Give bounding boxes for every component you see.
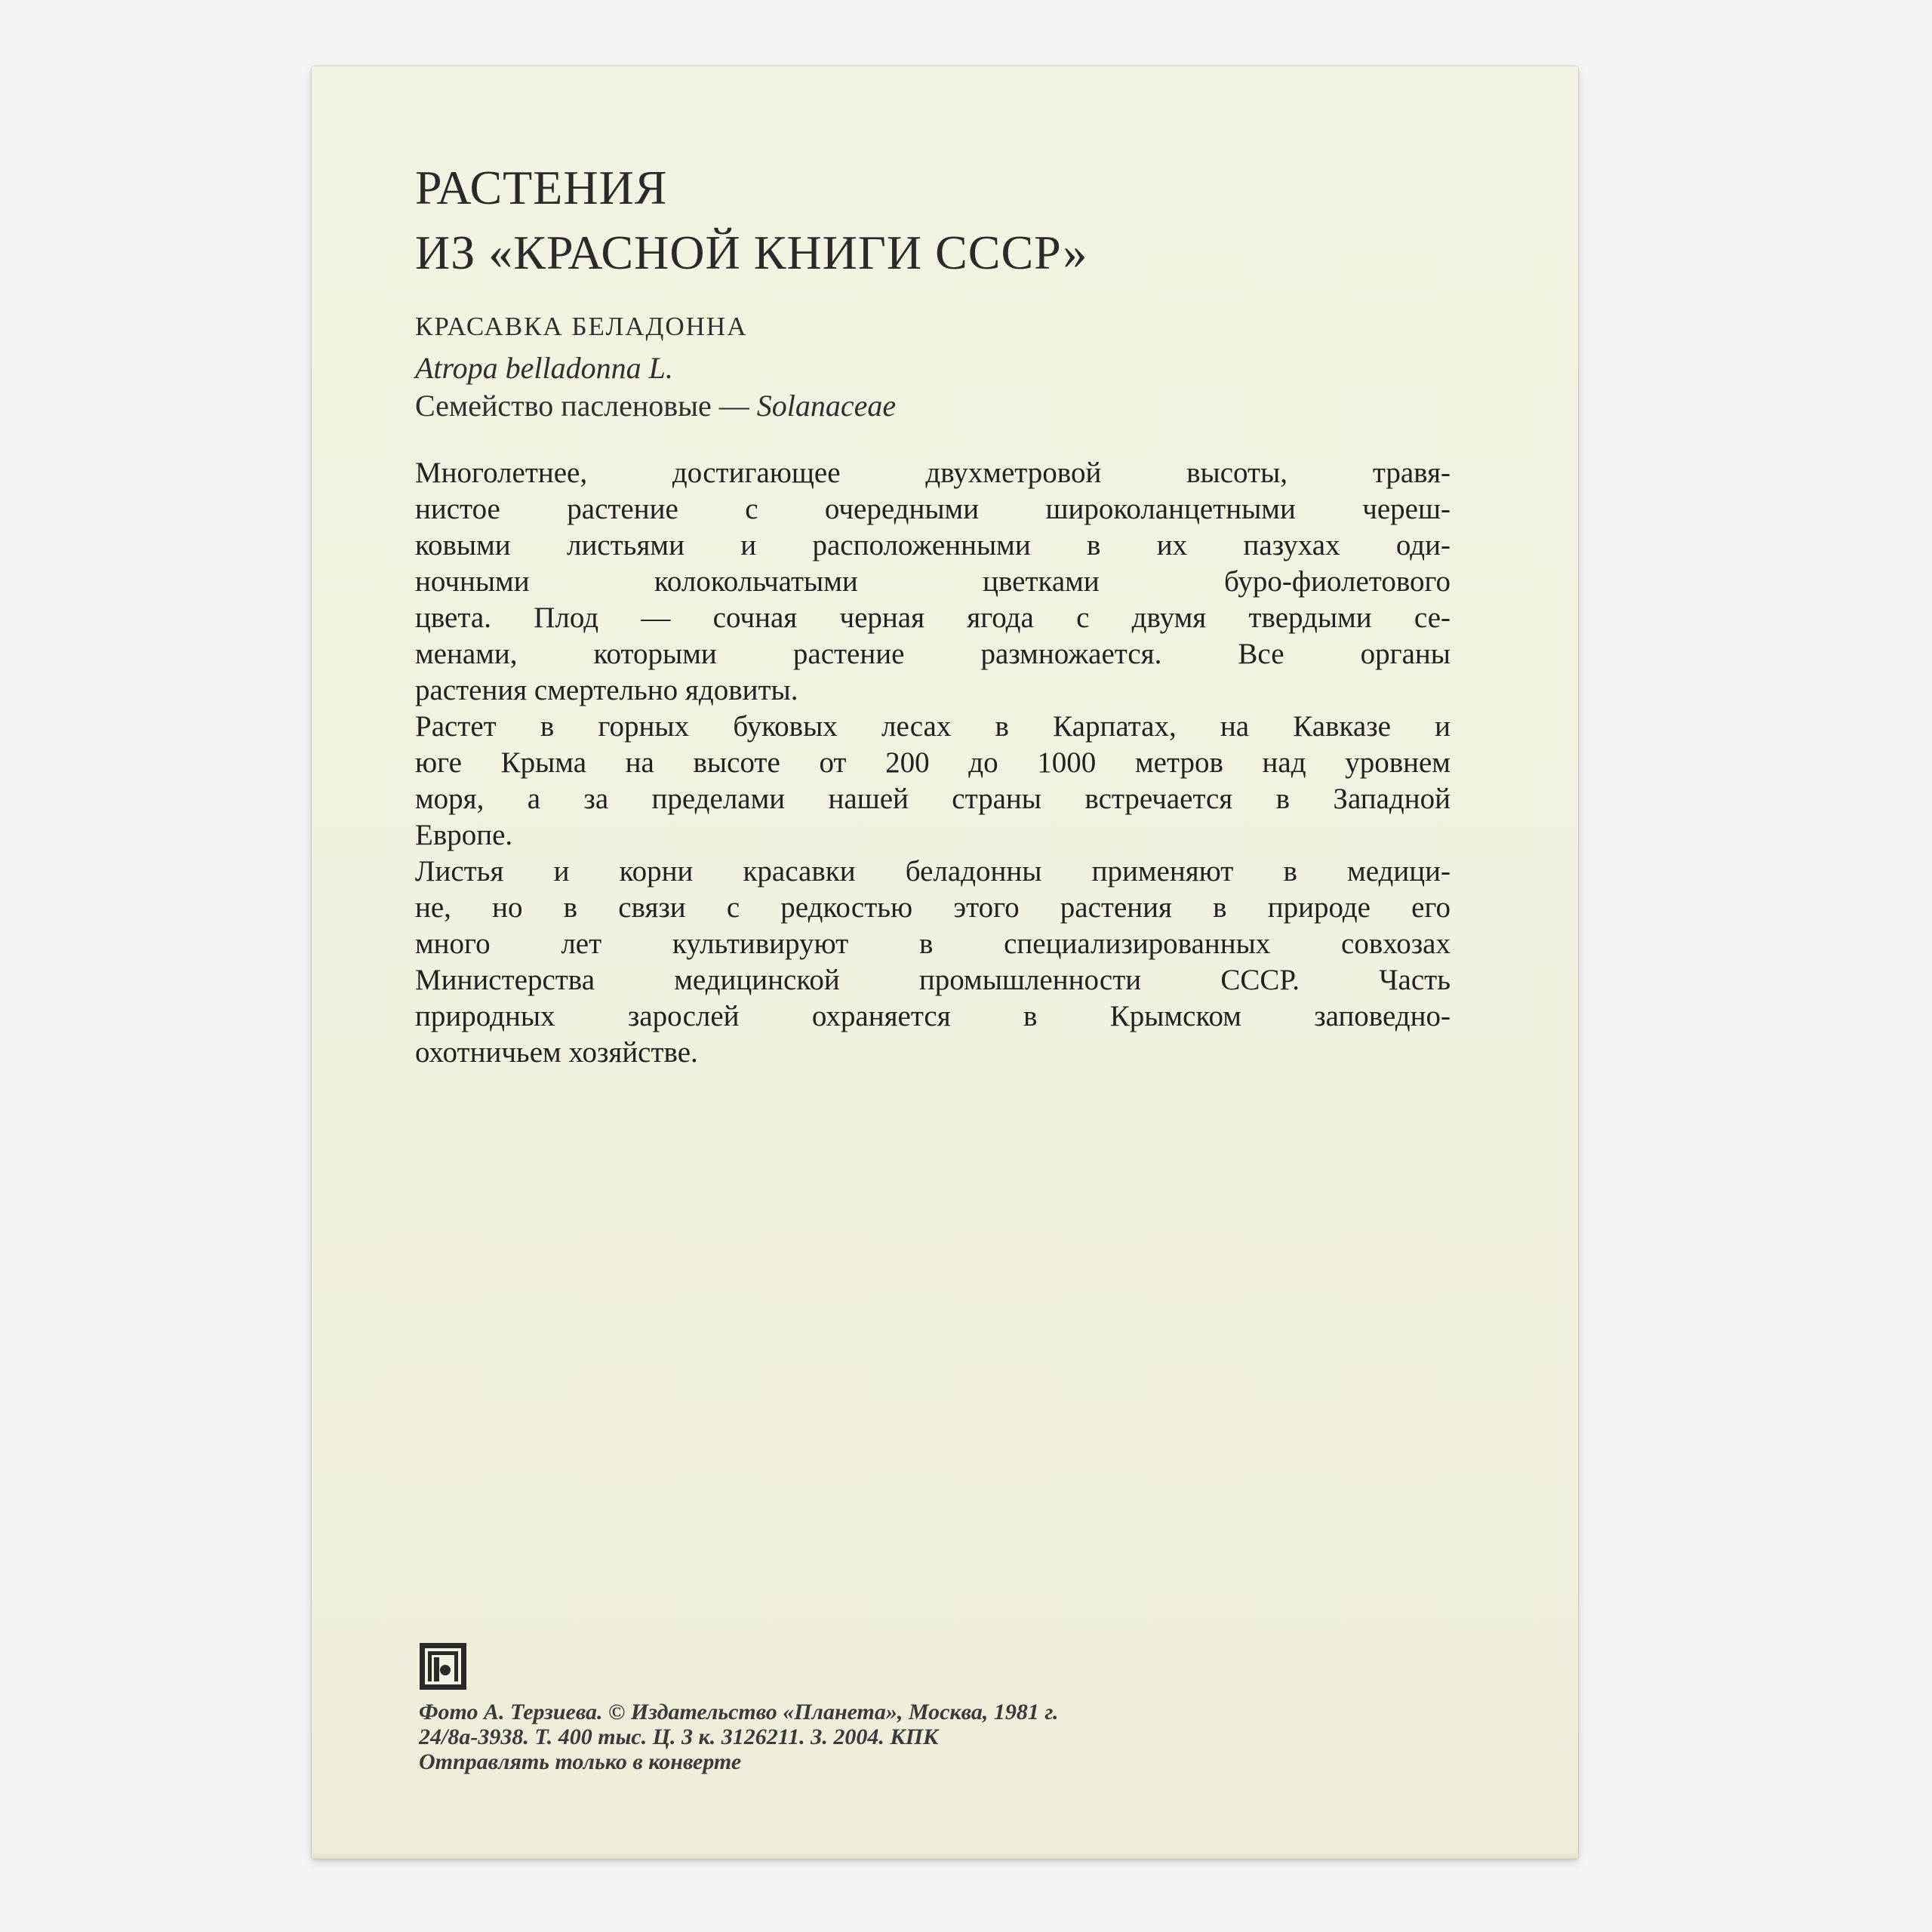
text-line: менами, которыми растение размножается. Все органы: [415, 638, 1451, 670]
family-prefix: Семейство пасленовые —: [415, 389, 757, 423]
text-line: природных зарослей охраняется в Крымском заповедно-: [415, 1000, 1451, 1032]
imprint-line: Отправлять только в конверте: [419, 1749, 742, 1774]
page-title: [415, 155, 1088, 285]
text-line: Министерства медицинской промышленности СССР. Часть: [415, 964, 1451, 996]
text-line: растения смертельно ядовиты.: [415, 674, 798, 706]
text-line: Листья и корни красавки беладонны применяют в медици-: [415, 855, 1451, 888]
text-line: Европе.: [415, 819, 513, 851]
text-line: юге Крыма на высоте от 200 до 1000 метров над уровнем: [415, 746, 1451, 779]
family-latin: Solanaceae: [756, 389, 897, 423]
text-line: цвета. Плод — сочная черная ягода с двумя твердыми се-: [415, 601, 1451, 634]
paragraph-description: [415, 455, 1451, 709]
species-name: КРАСАВКА БЕЛАДОННА: [415, 312, 748, 341]
text-line: Многолетнее, достигающее двухметровой высоты, травя-: [415, 457, 1451, 489]
title-line-1: РАСТЕНИЯ: [415, 161, 668, 214]
paragraph-habitat: [415, 709, 1451, 854]
family-line: [415, 388, 896, 423]
imprint-line: 24/8а-3938. Т. 400 тыс. Ц. 3 к. 3126211. З. 2004. КПК: [419, 1724, 939, 1749]
text-line: Растет в горных буковых лесах в Карпатах, на Кавказе и: [415, 710, 1451, 743]
paragraph-use: [415, 854, 1451, 1071]
latin-name: Atropa belladonna L.: [415, 351, 673, 385]
imprint-line: Фото А. Терзиева. © Издательство «Планета», Москва, 1981 г.: [419, 1700, 1059, 1724]
text-line: много лет культивируют в специализированных совхозах: [415, 928, 1451, 960]
text-line: нистое растение с очередными широколанцетными череш-: [415, 493, 1451, 525]
description: [415, 455, 1451, 1071]
text-line: ковыми листьями и расположенными в их пазухах оди-: [415, 529, 1451, 561]
imprint: [419, 1700, 1059, 1774]
title-line-2: ИЗ «КРАСНОЙ КНИГИ СССР»: [415, 226, 1088, 279]
text-line: не, но в связи с редкостью этого растения в природе его: [415, 891, 1451, 924]
text-line: охотничьем хозяйстве.: [415, 1036, 698, 1069]
text-line: моря, а за пределами нашей страны встречается в Западной: [415, 783, 1451, 815]
publisher-logo-icon: [419, 1642, 467, 1690]
text-line: ночными колокольчатыми цветками буро-фиолетового: [415, 565, 1451, 598]
postcard: [312, 66, 1578, 1859]
